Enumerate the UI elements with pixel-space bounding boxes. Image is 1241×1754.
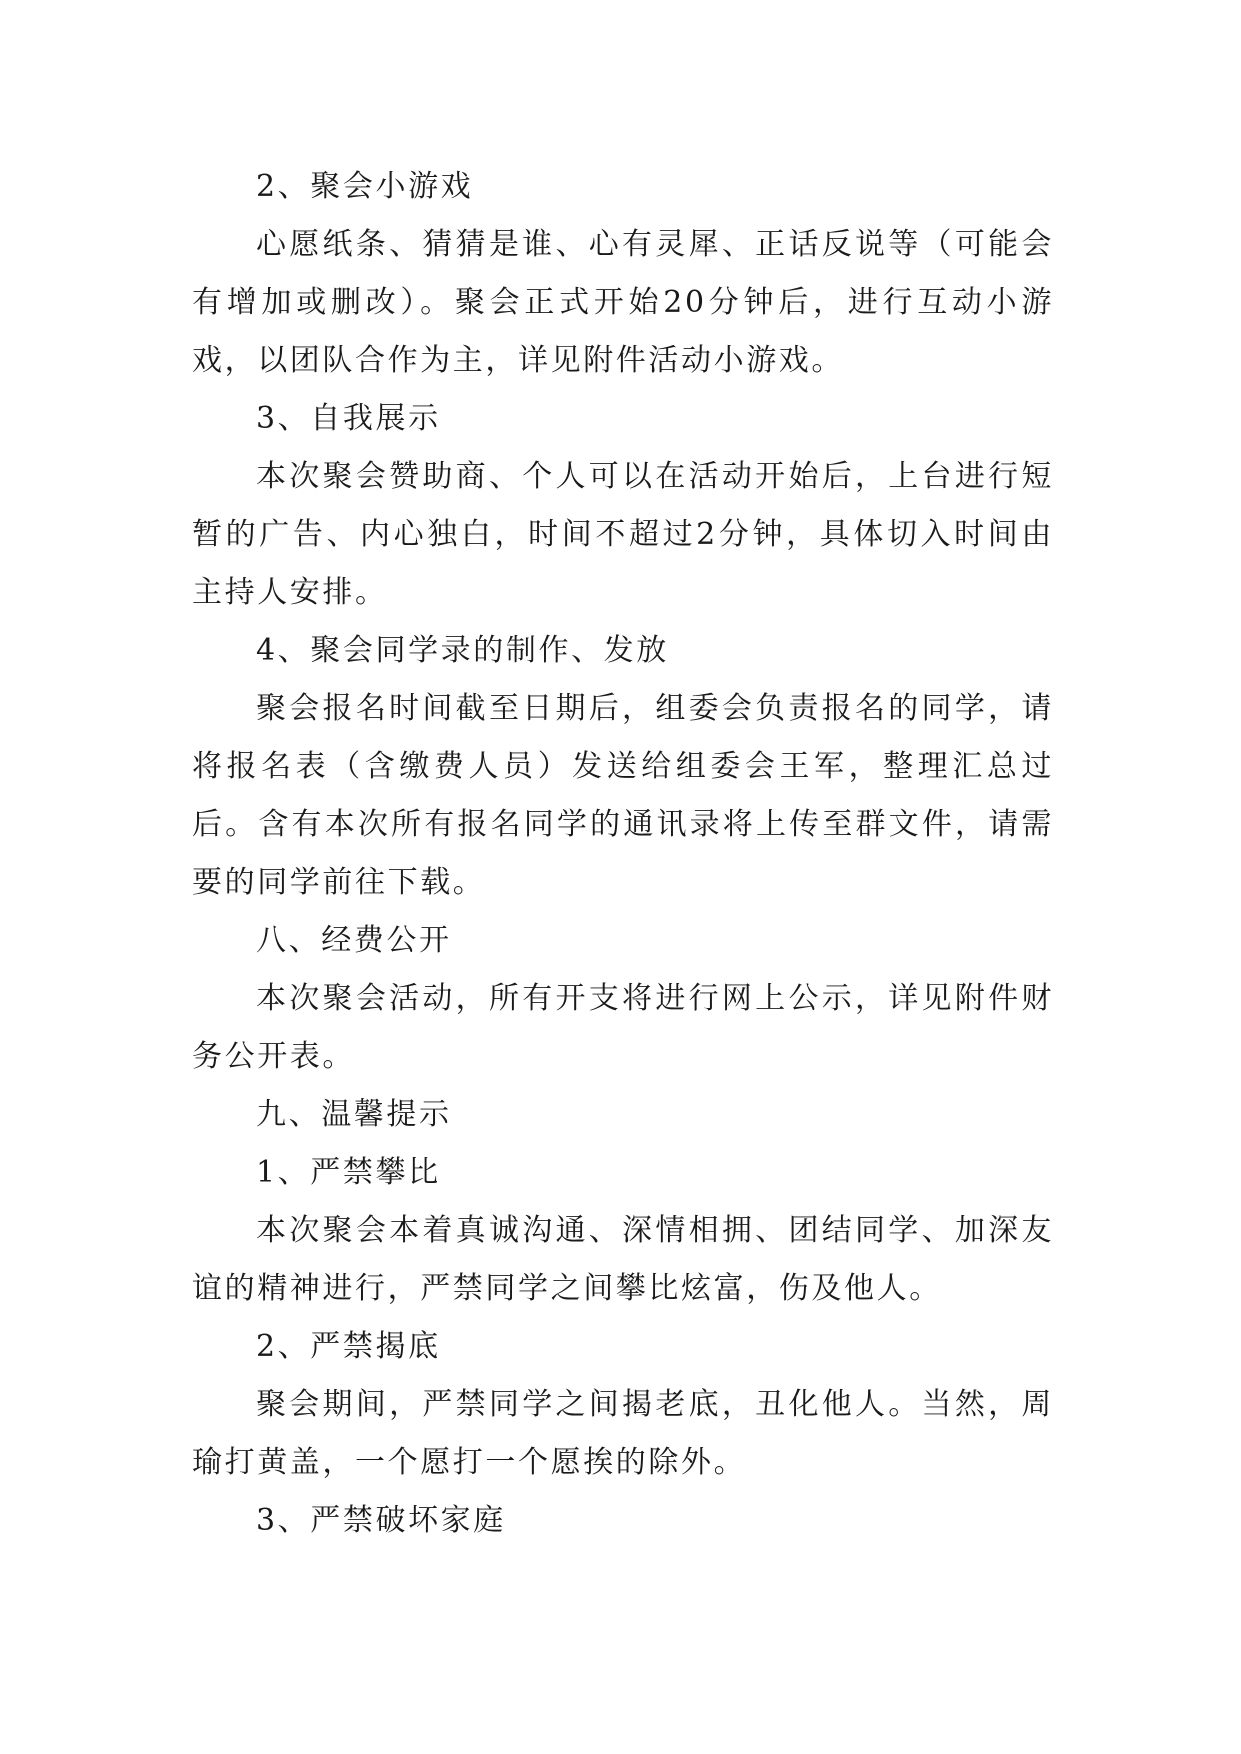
section-heading-reminders: 九、温馨提示 [256, 1097, 452, 1132]
paragraph-alumni-directory: 聚会报名时间截至日期后，组委会负责报名的同学，请将报名表（含缴费人员）发送给组委会王军，整理汇总过后。含有本次所有报名同学的通讯录将上传至群文件，请需要的同学前往下载。 [192, 691, 1054, 900]
paragraph-self-presentation: 本次聚会赞助商、个人可以在活动开始后，上台进行短暂的广告、内心独白，时间不超过2分钟，具体切入时间由主持人安排。 [192, 459, 1054, 610]
paragraph-no-exposing: 聚会期间，严禁同学之间揭老底，丑化他人。当然，周瑜打黄盖，一个愿打一个愿挨的除外。 [192, 1387, 1054, 1480]
section-heading-party-games: 2、聚会小游戏 [256, 169, 474, 204]
subheading-no-comparison: 1、严禁攀比 [256, 1155, 441, 1190]
subheading-no-family-breaking: 3、严禁破坏家庭 [256, 1503, 506, 1538]
document-body [192, 158, 1054, 1550]
subheading-no-exposing: 2、严禁揭底 [256, 1329, 441, 1364]
paragraph-party-games: 心愿纸条、猜猜是谁、心有灵犀、正话反说等（可能会有增加或删改）。聚会正式开始20分钟后，进行互动小游戏，以团队合作为主，详见附件活动小游戏。 [192, 227, 1054, 378]
paragraph-no-comparison: 本次聚会本着真诚沟通、深情相拥、团结同学、加深友谊的精神进行，严禁同学之间攀比炫富，伤及他人。 [192, 1213, 1054, 1306]
section-heading-self-presentation: 3、自我展示 [256, 401, 441, 436]
section-heading-alumni-directory: 4、聚会同学录的制作、发放 [256, 633, 669, 668]
paragraph-expense-disclosure: 本次聚会活动，所有开支将进行网上公示，详见附件财务公开表。 [192, 981, 1054, 1074]
section-heading-expense-disclosure: 八、经费公开 [256, 923, 452, 958]
